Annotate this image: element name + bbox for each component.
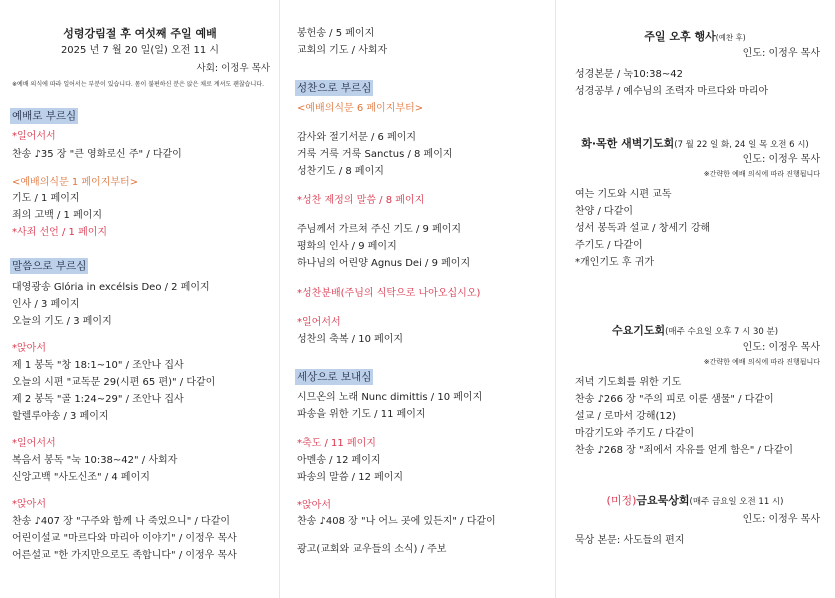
creed: 신앙고백 "사도신조" / 4 페이지: [12, 472, 150, 483]
column-2: [280, 0, 555, 598]
gospel-reading: 복음서 봉독 "눅 10:38~42" / 사회자: [12, 455, 178, 466]
nunc-dimittis: 시므온의 노래 Nunc dimittis / 10 페이지: [297, 392, 483, 403]
service-date: 2025 년 7 월 20 일(일) 오전 11 시: [60, 45, 220, 56]
section-eucharist: 성찬으로 부르심: [297, 82, 372, 94]
liturgy-ref-1: <예배의식문 1 페이지부터>: [12, 177, 139, 188]
fri-tag: (미정): [606, 494, 637, 507]
standing-note: ※예배 의식에 따라 일어서는 부분이 있습니다. 몸이 불편하신 분은 앉은 채로 계셔도 괜찮습니다.: [12, 81, 264, 88]
dawn-title: 화·목한 새벽기도회: [581, 137, 675, 150]
dawn-item-5: *개인기도 후 귀가: [575, 257, 654, 268]
dawn-item-3: 성서 봉독과 설교 / 창세기 강해: [575, 223, 711, 234]
stand-cue-1: *일어서서: [12, 131, 56, 142]
fri-heading: [555, 494, 835, 509]
stand-cue-2: *일어서서: [12, 438, 56, 449]
wed-item-1: 저녁 기도회를 위한 기도: [575, 377, 682, 388]
section-word: 말씀으로 부르심: [12, 260, 87, 272]
dawn-item-1: 여는 기도와 시편 교독: [575, 189, 672, 200]
bible-study: 성경공부 / 예수님의 조력자 마르다와 마리아: [575, 86, 769, 97]
afternoon-title: 주일 오후 행사: [644, 30, 716, 43]
dawn-item-2: 찬양 / 다같이: [575, 206, 634, 217]
fri-title: 금요묵상회: [636, 494, 690, 507]
dawn-item-4: 주기도 / 다같이: [575, 240, 643, 251]
benediction: *축도 / 11 페이지: [297, 438, 376, 449]
offering-song: 봉헌송 / 5 페이지: [297, 28, 375, 39]
bible-text: 성경본문 / 눅10:38~42: [575, 69, 683, 80]
adult-sermon: 어른설교 "한 가지만으로도 족합니다" / 이정우 목사: [12, 550, 237, 561]
liturgy-ref-6: <예배의식문 6 페이지부터>: [297, 103, 424, 114]
sit-cue-c2: *앉아서: [297, 500, 331, 511]
dawn-leader: 인도: 이정우 목사: [742, 154, 820, 165]
announcements: 광고(교회와 교우들의 소식) / 주보: [297, 544, 447, 555]
dismissal: 파송의 말씀 / 12 페이지: [297, 472, 404, 483]
afternoon-leader: 인도: 이정우 목사: [742, 48, 820, 59]
eucharist-prayer: 성찬기도 / 8 페이지: [297, 166, 384, 177]
gloria: 대영광송 Glória in excélsis Deo / 2 페이지: [12, 282, 210, 293]
column-3: [555, 0, 835, 598]
stand-cue-c2: *일어서서: [297, 317, 341, 328]
dawn-note: ※간략한 예배 의식에 따라 진행됩니다: [703, 170, 820, 178]
dawn-heading: [555, 137, 835, 152]
words-of-institution: *성찬 제정의 말씀 / 8 페이지: [297, 195, 425, 206]
hymn-407: 찬송 ♪407 장 "구주와 함께 나 죽었으니" / 다같이: [12, 516, 231, 527]
section-worship: 예배로 부르심: [12, 110, 77, 122]
greeting: 인사 / 3 페이지: [12, 299, 80, 310]
distribution: *성찬분배(주님의 식탁으로 나아오십시오): [297, 288, 481, 299]
section-sending: 세상으로 보내심: [297, 371, 372, 383]
sanctus: 거룩 거룩 거룩 Sanctus / 8 페이지: [297, 149, 453, 160]
dawn-time: (7 월 22 일 화, 24 일 목 오전 6 시): [674, 140, 809, 150]
confession: 죄의 고백 / 1 페이지: [12, 210, 103, 221]
wed-title: 수요기도회: [611, 324, 666, 337]
agnus-dei: 하나님의 어린양 Agnus Dei / 9 페이지: [297, 258, 471, 269]
wed-note: ※간략한 예배 의식에 따라 진행됩니다: [703, 358, 820, 366]
sit-cue-2: *앉아서: [12, 499, 46, 510]
amen-song: 아멘송 / 12 페이지: [297, 455, 381, 466]
hymn-35: 찬송 ♪35 장 "큰 영화로신 주" / 다같이: [12, 149, 182, 160]
alleluia: 할렐루야송 / 3 페이지: [12, 411, 109, 422]
reading-1: 제 1 봉독 "창 18:1~10" / 조안나 집사: [12, 360, 184, 371]
wed-item-4: 마감기도와 주기도 / 다같이: [575, 428, 695, 439]
wed-heading: [555, 324, 835, 339]
absolution: *사죄 선언 / 1 페이지: [12, 227, 108, 238]
peace: 평화의 인사 / 9 페이지: [297, 241, 397, 252]
children-sermon: 어린이설교 "마르다와 마리아 이야기" / 이정우 목사: [12, 533, 237, 544]
fri-time: (매주 금요일 오전 11 시): [689, 497, 784, 507]
wed-item-2: 찬송 ♪266 장 "주의 피로 이룬 샘물" / 다같이: [575, 394, 774, 405]
wed-time: (매주 수요일 오후 7 시 30 분): [665, 327, 779, 337]
afternoon-title-suffix: (예찬 후): [715, 33, 746, 42]
lords-prayer: 주님께서 가르쳐 주신 기도 / 9 페이지: [297, 224, 462, 235]
wed-item-5: 찬송 ♪268 장 "죄에서 자유를 얻게 함은" / 다같이: [575, 445, 794, 456]
presider: 사회: 이정우 목사: [196, 63, 270, 74]
hymn-408: 찬송 ♪408 장 "나 어느 곳에 있든지" / 다같이: [297, 516, 496, 527]
thanksgiving: 감사와 절기서문 / 6 페이지: [297, 132, 417, 143]
prayer: 기도 / 1 페이지: [12, 193, 80, 204]
reading-2: 제 2 봉독 "골 1:24~29" / 조안나 집사: [12, 394, 184, 405]
afternoon-heading: [555, 30, 835, 44]
eucharist-blessing: 성찬의 축복 / 10 페이지: [297, 334, 404, 345]
column-1: [0, 0, 280, 598]
sending-prayer: 파송을 위한 기도 / 11 페이지: [297, 409, 426, 420]
wed-item-3: 설교 / 로마서 강해(12): [575, 411, 677, 422]
todays-prayer: 오늘의 기도 / 3 페이지: [12, 316, 112, 327]
church-prayer: 교회의 기도 / 사회자: [297, 45, 388, 56]
service-title: 성령강림절 후 여섯째 주일 예배: [63, 27, 217, 40]
fri-leader: 인도: 이정우 목사: [742, 514, 820, 525]
wed-leader: 인도: 이정우 목사: [742, 342, 820, 353]
fri-item-1: 묵상 본문: 사도들의 편지: [575, 535, 685, 546]
psalm: 오늘의 시편 "교독문 29(시편 65 편)" / 다같이: [12, 377, 216, 388]
sit-cue-1: *앉아서: [12, 343, 46, 354]
